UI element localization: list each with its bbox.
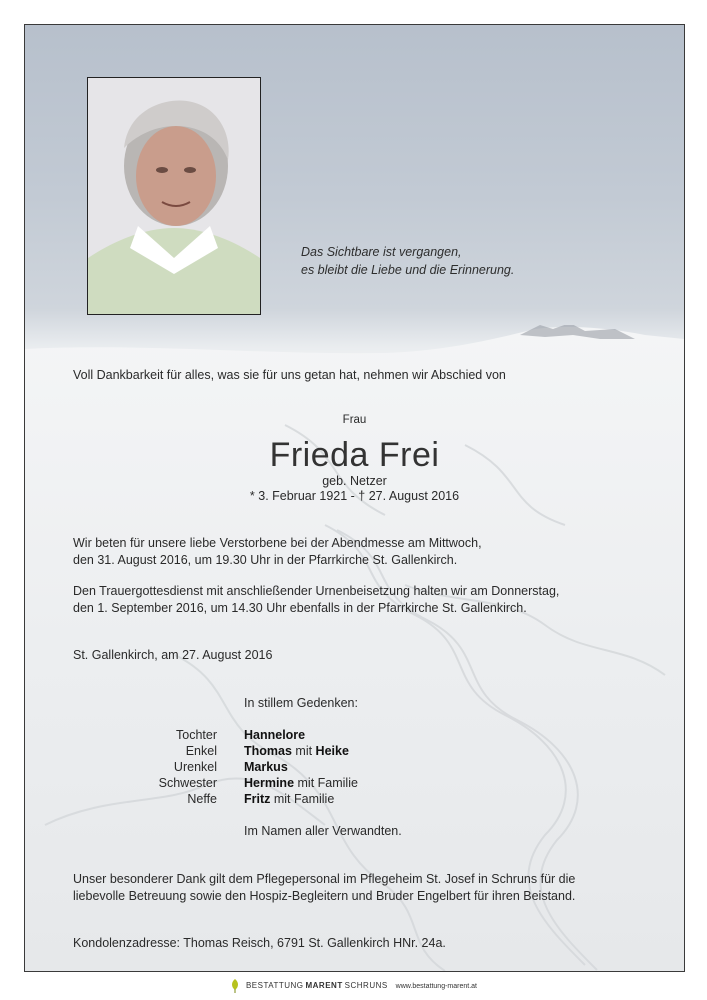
maiden-name: geb. Netzer xyxy=(322,474,387,488)
relative-name: Hannelore xyxy=(244,728,306,742)
footer-url-link[interactable]: www.bestattung-marent.at xyxy=(395,983,477,990)
relative-relation: Enkel xyxy=(185,744,217,758)
relative-relation: Tochter xyxy=(176,728,217,742)
relative-name: Hermine xyxy=(244,776,295,790)
relative-name: Markus xyxy=(244,760,288,774)
relative-name: Fritz xyxy=(244,792,271,806)
funeral-home-footer xyxy=(0,972,707,999)
memorial-quote xyxy=(301,243,514,279)
relative-relation: Neffe xyxy=(187,792,217,806)
relative-entry xyxy=(244,791,334,807)
place-date: St. Gallenkirch, am 27. August 2016 xyxy=(73,648,273,662)
brand-word-2: MARENT xyxy=(305,981,343,990)
mass-line-1: Wir beten für unsere liebe Verstorbene bei der Abendmesse am Mittwoch, xyxy=(73,536,482,550)
relative-entry xyxy=(244,727,305,743)
relative-entry xyxy=(244,775,358,791)
relative-entry xyxy=(244,759,288,775)
funeral-announcement xyxy=(73,583,559,617)
mourning-heading: In stillem Gedenken: xyxy=(244,696,358,710)
portrait-photo xyxy=(87,77,261,315)
closing-relatives: Im Namen aller Verwandten. xyxy=(244,824,402,838)
life-dates: * 3. Februar 1921 - † 27. August 2016 xyxy=(249,489,460,503)
thanks-text xyxy=(73,871,575,905)
relative-name: Thomas xyxy=(244,744,292,758)
mass-line-2: den 31. August 2016, um 19.30 Uhr in der Pfarrkirche St. Gallenkirch. xyxy=(73,553,458,567)
funeral-line-2: den 1. September 2016, um 14.30 Uhr ebenfalls in der Pfarrkirche St. Gallenkirch. xyxy=(73,601,527,615)
relative-name-2: Heike xyxy=(315,744,349,758)
obituary-card xyxy=(24,24,685,972)
deceased-name: Frieda Frei xyxy=(269,436,440,474)
relative-suffix: mit Familie xyxy=(294,776,358,790)
relative-relation: Urenkel xyxy=(173,760,217,774)
salutation: Frau xyxy=(342,414,367,426)
quote-line-2: es bleibt die Liebe und die Erinnerung. xyxy=(301,263,515,277)
relative-suffix: mit Familie xyxy=(270,792,335,806)
thanks-line-2: liebevolle Betreuung sowie den Hospiz-Begleitern und Bruder Engelbert für ihren Beistand. xyxy=(73,889,576,903)
brand-word-3: SCHRUNS xyxy=(344,981,388,990)
intro-text: Voll Dankbarkeit für alles, was sie für uns getan hat, nehmen wir Abschied von xyxy=(73,368,506,382)
mass-announcement xyxy=(73,535,482,569)
relative-entry xyxy=(244,743,349,759)
relative-connector: mit xyxy=(291,744,316,758)
quote-line-1: Das Sichtbare ist vergangen, xyxy=(301,245,462,259)
funeral-line-1: Den Trauergottesdienst mit anschließender Urnenbeisetzung halten wir am Donnerstag, xyxy=(73,584,560,598)
relative-relation: Schwester xyxy=(158,776,217,790)
thanks-line-1: Unser besonderer Dank gilt dem Pflegepersonal im Pflegeheim St. Josef in Schruns für die xyxy=(73,872,576,886)
brand-word-1: BESTATTUNG xyxy=(245,981,304,990)
leaf-logo-icon xyxy=(230,979,240,993)
condolence-address: Kondolenzadresse: Thomas Reisch, 6791 St. Gallenkirch HNr. 24a. xyxy=(73,936,446,950)
